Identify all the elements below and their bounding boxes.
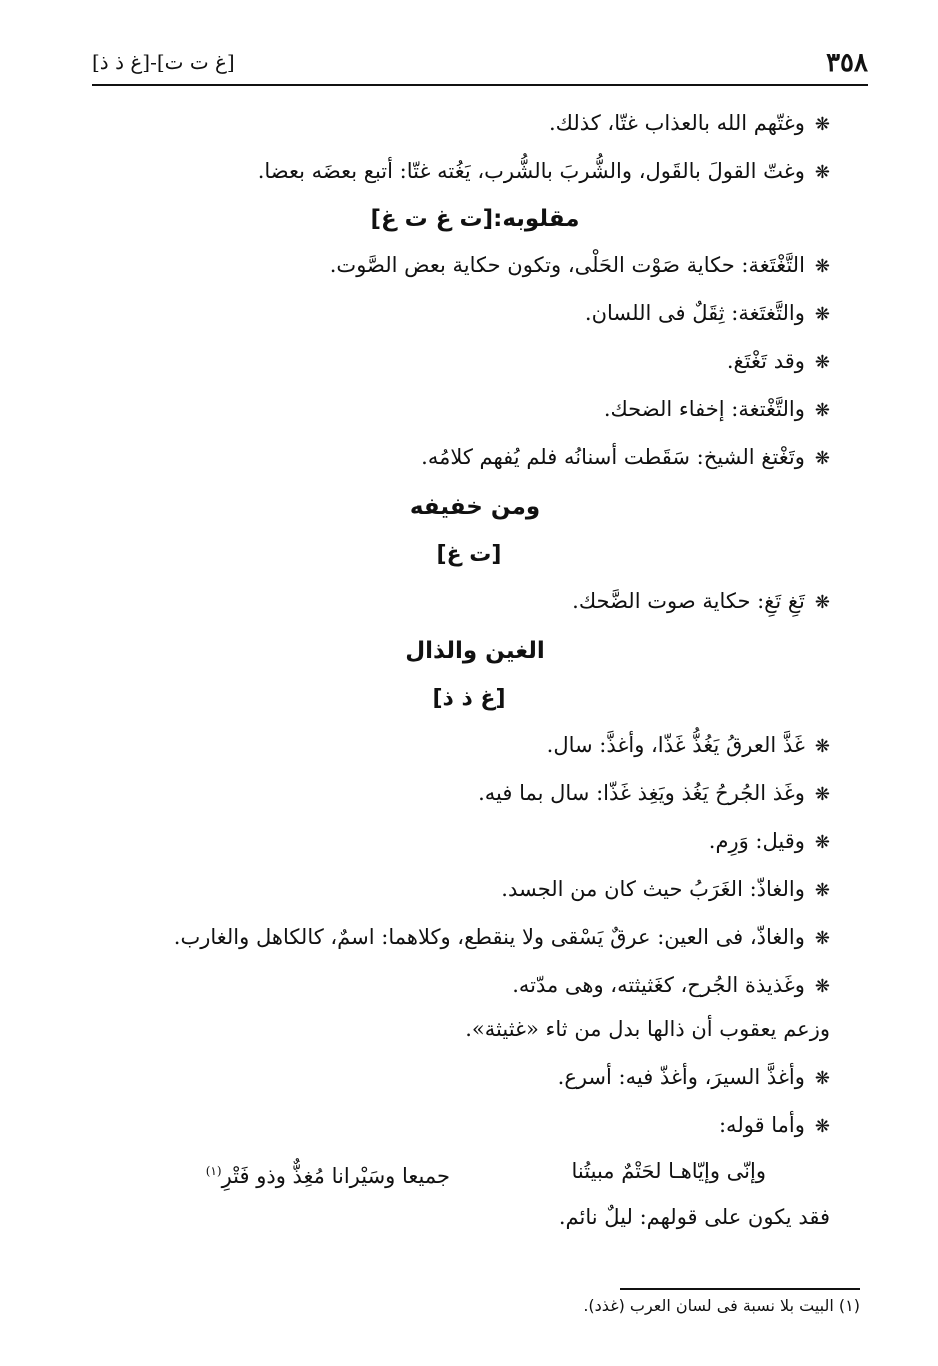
star-bullet: ❋ bbox=[814, 592, 830, 613]
entry-line: ❋التَّغْتَغة: حكاية صَوْت الحَلْى، وتكون حكاية بعض الصَّوت. bbox=[329, 253, 830, 277]
entry-line: ❋وقيل: وَرِم. bbox=[708, 829, 830, 853]
star-bullet: ❋ bbox=[814, 114, 830, 135]
footnote: (١) البيت بلا نسبة فى لسان العرب (غذد). bbox=[583, 1296, 860, 1315]
plain-line: وزعم يعقوب أن ذالها بدل من ثاء «غثيثة». bbox=[465, 1017, 830, 1041]
star-bullet: ❋ bbox=[814, 304, 830, 325]
entry-line: ❋وأما قوله: bbox=[718, 1113, 830, 1137]
star-bullet: ❋ bbox=[814, 976, 830, 997]
entry-line: ❋وغَذيذة الجُرح، كغَثيثته، وهى مدّته. bbox=[512, 973, 830, 997]
section-heading: ومن خفيفه bbox=[409, 494, 541, 520]
star-bullet: ❋ bbox=[814, 1116, 830, 1137]
star-bullet: ❋ bbox=[814, 400, 830, 421]
star-bullet: ❋ bbox=[814, 162, 830, 183]
footnote-marker: (١) bbox=[205, 1164, 222, 1178]
star-bullet: ❋ bbox=[814, 880, 830, 901]
plain-line: فقد يكون على قولهم: ليلٌ نائم. bbox=[558, 1205, 830, 1229]
star-bullet: ❋ bbox=[814, 1068, 830, 1089]
page-number: ٣٥٨ bbox=[826, 48, 868, 78]
star-bullet: ❋ bbox=[814, 736, 830, 757]
entry-line: ❋وتَغْتغ الشيخ: سَقَطت أسنانُه فلم يُفهم كلامُه. bbox=[421, 445, 830, 469]
entry-line: ❋والتَّغْتغة: إخفاء الضحك. bbox=[603, 397, 830, 421]
entry-line: ❋وأغذَّ السيرَ، وأغذّ فيه: أسرع. bbox=[557, 1065, 830, 1089]
entry-line: ❋والغاذّ: الغَرَبُ حيث كان من الجسد. bbox=[501, 877, 830, 901]
root-heading: [ت غ] bbox=[436, 542, 502, 567]
footnote-rule bbox=[620, 1288, 860, 1290]
star-bullet: ❋ bbox=[814, 928, 830, 949]
section-heading: مقلوبه:[ت غ ت غ] bbox=[370, 206, 580, 232]
verse-first-half: وإنّى وإيّاهـا لحَتْمٌ مبيتُنا bbox=[571, 1159, 766, 1183]
root-heading: [غ ذ ذ] bbox=[432, 686, 506, 711]
star-bullet: ❋ bbox=[814, 448, 830, 469]
entry-line: ❋وغَذ الجُرحُ يَغُذ ويَغِذ غَذّا: سال بما فيه. bbox=[478, 781, 830, 805]
star-bullet: ❋ bbox=[814, 784, 830, 805]
entry-line: ❋تَغِ تَغِ: حكاية صوت الضَّحك. bbox=[572, 589, 830, 613]
section-heading: الغين والذال bbox=[405, 638, 545, 664]
entry-line: ❋والغاذّ، فى العين: عرقٌ يَسْقى ولا ينقطع، وكلاهما: اسمٌ، كالكاهل والغارب. bbox=[173, 925, 830, 949]
verse-second-half: جميعا وسَيْرانا مُغِذٌّ وذو فَتْرِ$^{(١)}$ bbox=[205, 1164, 450, 1188]
star-bullet: ❋ bbox=[814, 352, 830, 373]
star-bullet: ❋ bbox=[814, 256, 830, 277]
entry-line: ❋غَذَّ العرقُ يَغُذُّ غَذّا، وأغذَّ: سال. bbox=[546, 733, 830, 757]
running-head: [غ ت ت]-[غ ذ ذ] bbox=[92, 50, 235, 74]
entry-line: ❋وغتّهم الله بالعذاب غتّا، كذلك. bbox=[548, 111, 830, 135]
entry-line: ❋وقد تَغْتَغ. bbox=[726, 349, 830, 373]
entry-line: ❋والتَّغتَغة: ثِقَلٌ فى اللسان. bbox=[584, 301, 830, 325]
entry-line: ❋وغتّ القولَ بالقَول، والشُّربَ بالشُّرب، يَغُته غتّا: أتبع بعضَه بعضا. bbox=[257, 159, 830, 183]
star-bullet: ❋ bbox=[814, 832, 830, 853]
